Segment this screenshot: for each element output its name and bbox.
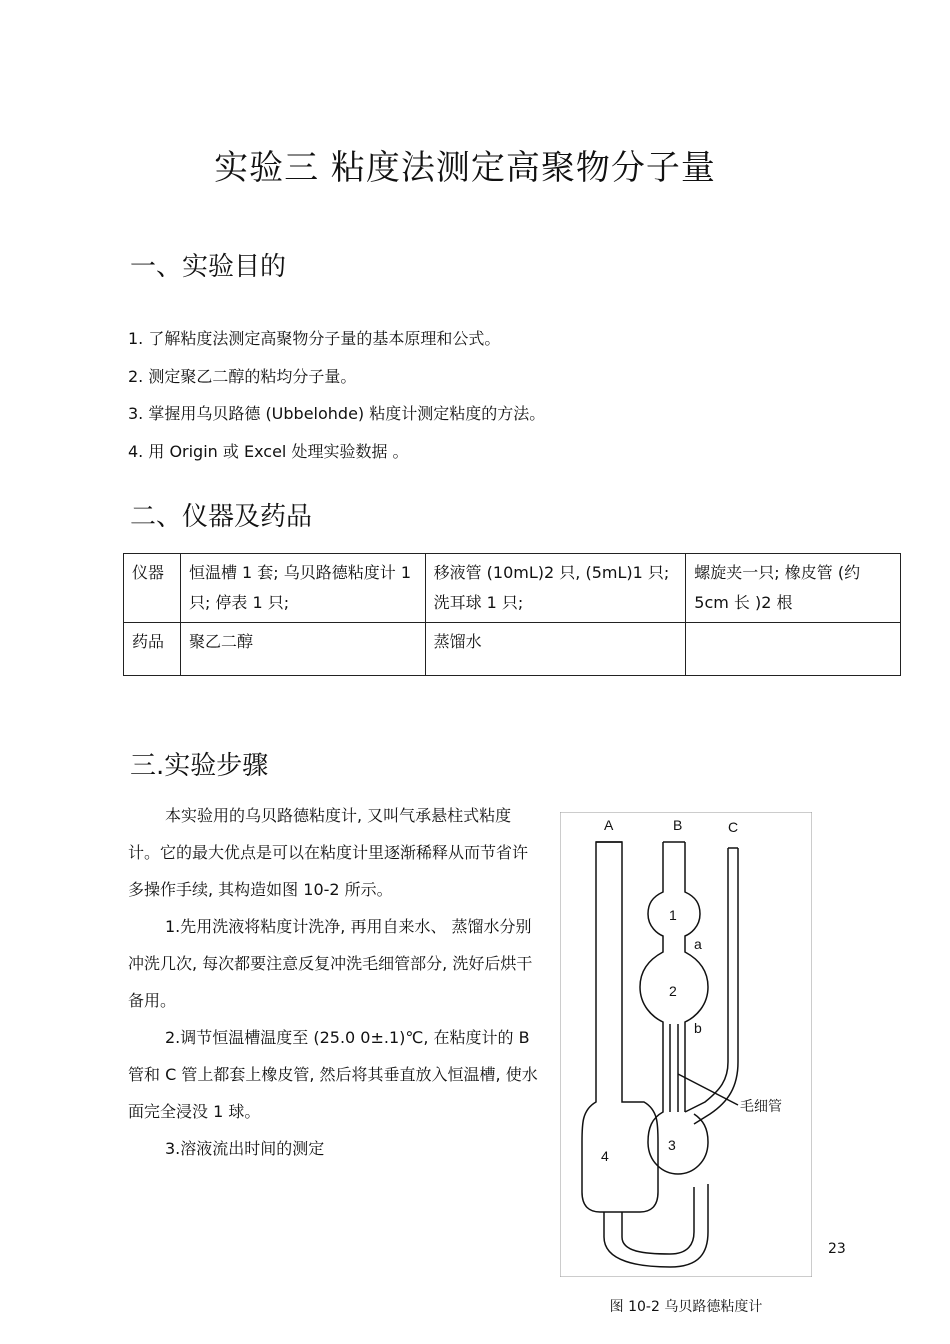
table-cell [686, 623, 901, 676]
label-tube-a: A [604, 817, 614, 833]
table-cell: 药品 [124, 623, 181, 676]
table-cell: 蒸馏水 [425, 623, 686, 676]
paragraph: 2.调节恒温槽温度至 (25.0 0±.1)℃, 在粘度计的 B 管和 C 管上都套上橡皮管, 然后将其垂直放入恒温槽, 使水面完全浸没 1 球。 [128, 1028, 538, 1121]
section-heading-purpose: 一、实验目的 [130, 252, 287, 282]
label-tube-c: C [728, 819, 739, 835]
label-capillary: 毛细管 [740, 1098, 782, 1114]
equipment-table [123, 553, 901, 676]
list-item: 3. 掌握用乌贝路德 (Ubbelohde) 粘度计测定粘度的方法。 [128, 404, 546, 423]
list-item: 2. 测定聚乙二醇的粘均分子量。 [128, 367, 357, 386]
label-mark-a: a [694, 936, 702, 952]
label-mark-b: b [694, 1020, 702, 1036]
table-row [124, 623, 901, 676]
list-item: 1. 了解粘度法测定高聚物分子量的基本原理和公式。 [128, 329, 501, 348]
table-cell: 恒温槽 1 套; 乌贝路德粘度计 1 只; 停表 1 只; [180, 554, 425, 623]
label-tube-b: B [673, 817, 683, 833]
paragraph: 本实验用的乌贝路德粘度计, 又叫气承悬柱式粘度计。它的最大优点是可以在粘度计里逐渐稀释从而节省许多操作手续, 其构造如图 10-2 所示。 [128, 806, 529, 899]
table-cell: 聚乙二醇 [180, 623, 425, 676]
paragraph: 1.先用洗液将粘度计洗净, 再用自来水、 蒸馏水分别冲洗几次, 每次都要注意反复冲洗毛细管部分, 洗好后烘干备用。 [128, 917, 533, 1010]
table-row [124, 554, 901, 623]
page-title: 实验三 粘度法测定高聚物分子量 [214, 148, 716, 188]
procedure-text [128, 797, 543, 1167]
viscometer-figure [560, 812, 812, 1277]
label-bulb-2: 2 [669, 983, 677, 999]
list-item: 4. 用 Origin 或 Excel 处理实验数据 。 [128, 442, 409, 461]
paragraph: 3.溶液流出时间的测定 [165, 1139, 325, 1158]
label-bulb-4: 4 [601, 1148, 609, 1164]
figure-caption: 图 10-2 乌贝路德粘度计 [609, 1299, 763, 1315]
table-cell: 仪器 [124, 554, 181, 623]
section-heading-equipment: 二、仪器及药品 [130, 502, 313, 532]
table-cell: 螺旋夹一只; 橡皮管 (约 5cm 长 )2 根 [686, 554, 901, 623]
section-heading-procedure: 三.实验步骤 [130, 751, 269, 781]
viscometer-diagram [560, 812, 812, 1277]
label-bulb-1: 1 [669, 907, 677, 923]
label-bulb-3: 3 [668, 1137, 676, 1153]
page-number: 23 [828, 1241, 846, 1257]
table-cell: 移液管 (10mL)2 只, (5mL)1 只; 洗耳球 1 只; [425, 554, 686, 623]
